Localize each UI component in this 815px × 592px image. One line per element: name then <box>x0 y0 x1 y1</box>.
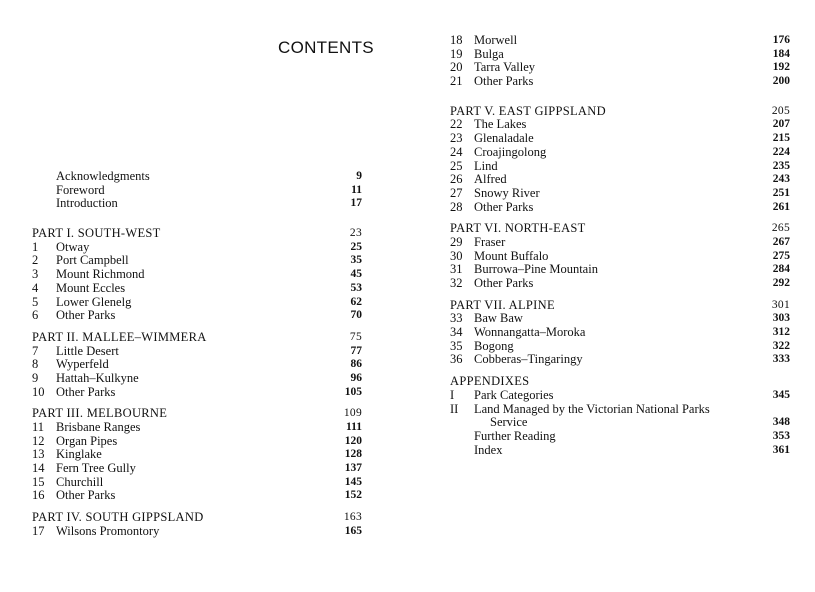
part-heading <box>32 331 362 345</box>
entry-page: 25 <box>350 240 362 253</box>
entry-number: 33 <box>450 311 463 326</box>
toc-entry <box>450 403 790 417</box>
entry-label: Fern Tree Gully <box>56 461 136 476</box>
toc-entry <box>450 312 790 326</box>
entry-page: 70 <box>350 309 362 322</box>
entry-number: 7 <box>32 343 39 358</box>
toc-entry <box>32 309 362 323</box>
entry-label: Foreword <box>56 182 105 197</box>
entry-page: 292 <box>772 277 790 289</box>
entry-number: 11 <box>32 420 45 434</box>
toc-entry <box>32 296 362 310</box>
entry-label: Port Campbell <box>56 253 129 268</box>
toc-entry <box>450 277 790 291</box>
entry-page: 77 <box>350 344 362 357</box>
entry-number: 6 <box>32 308 39 323</box>
entry-page: 152 <box>344 489 362 502</box>
entry-page: 215 <box>772 132 790 145</box>
toc-entry <box>450 201 790 215</box>
toc-entry <box>450 430 790 444</box>
entry-page: 333 <box>772 353 790 366</box>
entry-number: 20 <box>450 60 463 75</box>
entry-label: Hattah–Kulkyne <box>56 370 139 385</box>
toc-entry <box>32 435 362 449</box>
entry-label: Organ Pipes <box>56 433 118 448</box>
entry-page: 284 <box>772 263 790 276</box>
entry-page: 361 <box>772 443 790 456</box>
entry-page: 345 <box>772 388 790 401</box>
entry-label: Cobberas–Tingaringy <box>474 352 583 367</box>
entry-label: Other Parks <box>56 488 116 503</box>
appendixes-heading <box>450 375 790 389</box>
entry-number: 15 <box>32 474 45 489</box>
toc-entry <box>450 263 790 277</box>
toc-entry <box>32 268 362 282</box>
entry-label: Acknowledgments <box>56 169 150 183</box>
entry-label: Alfred <box>474 172 507 187</box>
entry-label: Index <box>474 442 503 457</box>
toc-entry <box>450 353 790 367</box>
part-heading <box>450 299 790 313</box>
part-title: PART II. MALLEE–WIMMERA <box>32 329 207 344</box>
entry-label: Snowy River <box>474 185 540 200</box>
entry-label: Lower Glenelg <box>56 294 132 309</box>
entry-page: 243 <box>772 173 790 186</box>
entry-page: 137 <box>344 462 362 475</box>
entry-label: The Lakes <box>474 117 527 132</box>
toc-entry <box>32 345 362 359</box>
front-matter-row <box>32 170 362 184</box>
toc-entry <box>450 326 790 340</box>
entry-number: 16 <box>32 488 45 503</box>
entry-page: 303 <box>772 312 790 325</box>
entry-number: 4 <box>32 280 39 295</box>
part-page: 109 <box>343 407 362 420</box>
toc-entry <box>32 462 362 476</box>
entry-label: Other Parks <box>474 74 534 89</box>
entry-number: 9 <box>32 370 39 385</box>
entry-page: 86 <box>350 358 362 371</box>
entry-number: 28 <box>450 199 463 214</box>
entry-label: Park Categories <box>474 387 554 402</box>
part-page: 301 <box>771 298 790 311</box>
toc-entry <box>32 282 362 296</box>
part-title: PART VII. ALPINE <box>450 297 555 312</box>
contents-right-column <box>450 34 790 457</box>
entry-number: 27 <box>450 185 463 200</box>
entry-page: 105 <box>344 385 362 398</box>
entry-label: Little Desert <box>56 343 119 358</box>
entry-page: 322 <box>772 339 790 352</box>
toc-entry <box>450 250 790 264</box>
entry-label: Croajingolong <box>474 144 547 159</box>
entry-number: 22 <box>450 117 463 132</box>
entry-label: Morwell <box>474 33 518 47</box>
entry-number: 25 <box>450 158 463 173</box>
part-heading <box>32 227 362 241</box>
entry-page: 53 <box>350 281 362 294</box>
toc-entry <box>450 118 790 132</box>
front-matter-row <box>32 197 362 211</box>
entry-number: 35 <box>450 338 463 353</box>
part-title: PART V. EAST GIPPSLAND <box>450 103 606 118</box>
entry-label: Other Parks <box>474 276 534 290</box>
entry-number: II <box>450 401 459 416</box>
entry-label: Further Reading <box>474 428 556 443</box>
toc-entry <box>450 340 790 354</box>
entry-page: 235 <box>772 159 790 172</box>
entry-number: 34 <box>450 325 463 340</box>
entry-number: 31 <box>450 262 463 277</box>
entry-page: 45 <box>350 268 362 281</box>
toc-entry <box>450 61 790 75</box>
entry-number: 32 <box>450 276 463 290</box>
toc-entry <box>450 48 790 62</box>
part-heading <box>450 222 790 236</box>
entry-label: Mount Buffalo <box>474 248 549 263</box>
entry-page: 17 <box>350 197 362 210</box>
toc-entry <box>32 358 362 372</box>
toc-entry <box>450 146 790 160</box>
toc-entry <box>32 254 362 268</box>
toc-entry <box>32 372 362 386</box>
toc-entry <box>450 187 790 201</box>
part-page: 163 <box>343 511 362 524</box>
entry-number: 13 <box>32 447 45 462</box>
entry-label: Baw Baw <box>474 311 523 326</box>
entry-label: Lind <box>474 158 498 173</box>
toc-entry <box>32 448 362 462</box>
entry-label: Tarra Valley <box>474 60 536 75</box>
part-page: 75 <box>349 330 362 343</box>
entry-number: 23 <box>450 131 463 146</box>
entry-page: 353 <box>772 429 790 442</box>
entry-number: 30 <box>450 248 463 263</box>
entry-number: 17 <box>32 523 45 538</box>
entry-page: 207 <box>772 118 790 131</box>
entry-page: 11 <box>351 183 362 196</box>
front-matter-row <box>32 184 362 198</box>
entry-number: 21 <box>450 74 463 89</box>
part-heading <box>32 511 362 525</box>
toc-entry <box>450 416 790 430</box>
toc-entry <box>450 160 790 174</box>
entry-page: 62 <box>350 295 362 308</box>
entry-number: 36 <box>450 352 463 367</box>
entry-label: Mount Eccles <box>56 280 126 295</box>
entry-page: 111 <box>346 421 362 433</box>
part-heading <box>450 105 790 119</box>
entry-number: 18 <box>450 33 463 47</box>
entry-page: 348 <box>772 416 790 429</box>
part-page: 23 <box>349 227 362 240</box>
entry-page: 261 <box>772 200 790 213</box>
entry-number: 14 <box>32 461 45 476</box>
entry-page: 184 <box>772 47 790 60</box>
entry-number: 19 <box>450 46 463 61</box>
toc-entry <box>32 476 362 490</box>
entry-label: Introduction <box>56 196 118 211</box>
entry-label: Land Managed by the Victorian National Parks <box>474 401 710 416</box>
entry-label: Wilsons Promontory <box>56 523 160 538</box>
entry-label: Wonnangatta–Moroka <box>474 325 586 340</box>
entry-label: Other Parks <box>474 199 534 214</box>
entry-number: 24 <box>450 144 463 159</box>
toc-entry <box>32 525 362 539</box>
entry-number: I <box>450 387 455 402</box>
entry-page: 224 <box>772 145 790 158</box>
entry-page: 176 <box>772 34 790 46</box>
entry-label: Bulga <box>474 46 504 61</box>
entry-label: Bogong <box>474 338 514 353</box>
entry-page: 251 <box>772 186 790 199</box>
part-heading <box>32 407 362 421</box>
entry-page: 165 <box>344 524 362 537</box>
toc-entry <box>450 444 790 458</box>
entry-number: 8 <box>32 357 39 372</box>
entry-label: Other Parks <box>56 308 116 323</box>
entry-number: 10 <box>32 384 45 399</box>
toc-entry <box>450 34 790 48</box>
entry-number: 5 <box>32 294 39 309</box>
entry-page: 120 <box>344 434 362 447</box>
entry-label: Mount Richmond <box>56 267 145 282</box>
entry-page: 35 <box>350 254 362 267</box>
entry-number: 1 <box>32 239 39 254</box>
entry-label: Brisbane Ranges <box>56 420 141 434</box>
entry-label: Burrowa–Pine Mountain <box>474 262 598 277</box>
entry-number: 2 <box>32 253 39 268</box>
entry-number: 3 <box>32 267 39 282</box>
part-title: APPENDIXES <box>450 374 530 389</box>
part-title: PART I. SOUTH-WEST <box>32 226 161 241</box>
entry-label: Churchill <box>56 474 104 489</box>
entry-page: 96 <box>350 371 362 384</box>
entry-page: 128 <box>344 448 362 461</box>
page-title: CONTENTS <box>278 38 374 57</box>
entry-label: Otway <box>56 239 90 254</box>
entry-label: Wyperfeld <box>56 357 109 372</box>
toc-entry <box>450 389 790 403</box>
entry-label: Service <box>490 415 528 430</box>
toc-entry <box>32 489 362 503</box>
part-title: PART VI. NORTH-EAST <box>450 221 586 236</box>
part-page: 205 <box>771 104 790 117</box>
entry-label: Kinglake <box>56 447 102 462</box>
entry-page: 275 <box>772 249 790 262</box>
entry-number: 12 <box>32 433 45 448</box>
entry-number: 29 <box>450 234 463 249</box>
toc-entry <box>450 132 790 146</box>
toc-entry <box>450 173 790 187</box>
entry-page: 200 <box>772 75 790 88</box>
part-page: 265 <box>771 222 790 235</box>
toc-entry <box>32 421 362 435</box>
entry-page: 145 <box>344 475 362 488</box>
entry-label: Glenaladale <box>474 131 534 146</box>
toc-entry <box>450 75 790 89</box>
toc-entry <box>32 241 362 255</box>
toc-entry <box>32 386 362 400</box>
contents-left-column <box>32 170 362 539</box>
part-title: PART III. MELBOURNE <box>32 406 168 421</box>
entry-page: 9 <box>356 170 362 182</box>
part-title: PART IV. SOUTH GIPPSLAND <box>32 510 204 525</box>
toc-entry <box>450 236 790 250</box>
entry-page: 267 <box>772 235 790 248</box>
entry-label: Other Parks <box>56 384 116 399</box>
entry-page: 312 <box>772 326 790 339</box>
entry-label: Fraser <box>474 234 506 249</box>
entry-page: 192 <box>772 61 790 74</box>
entry-number: 26 <box>450 172 463 187</box>
